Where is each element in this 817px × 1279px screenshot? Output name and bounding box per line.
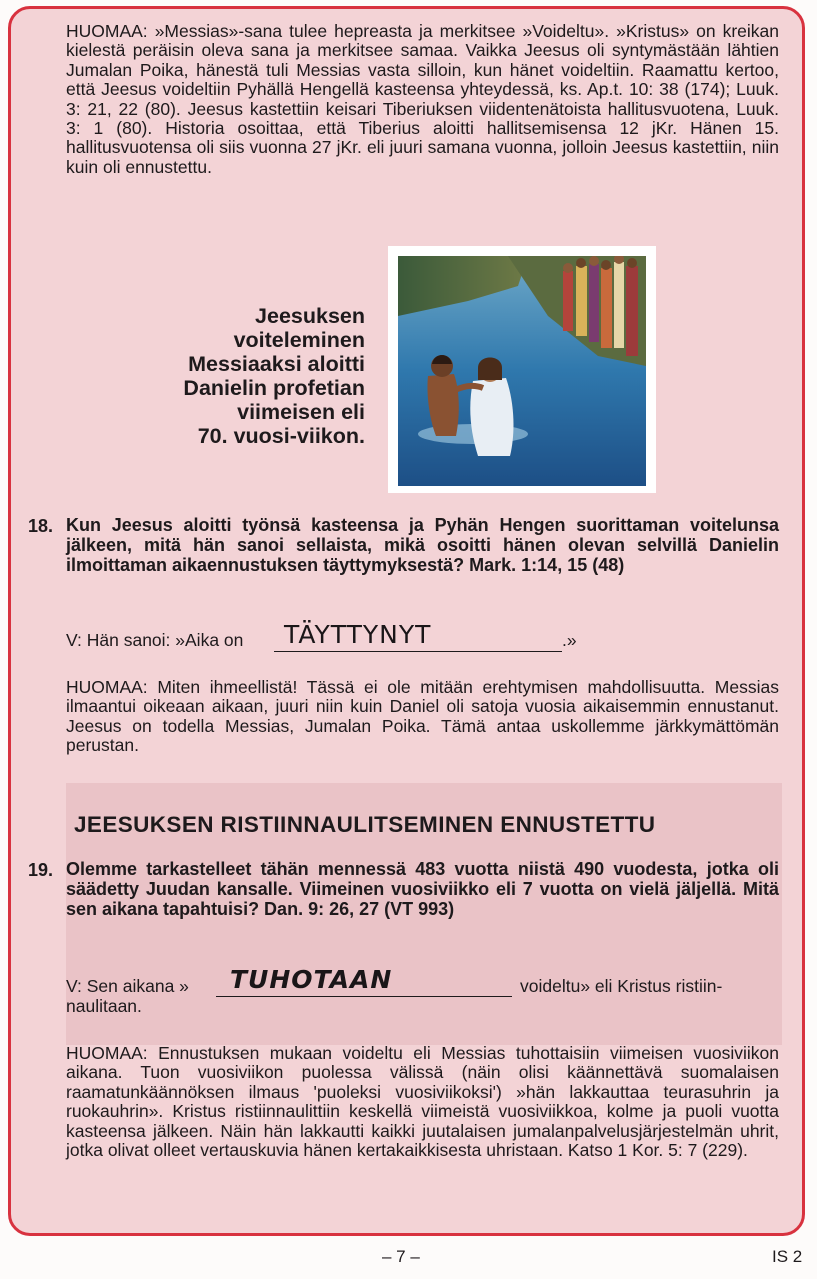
question-18: Kun Jeesus aloitti työnsä kasteensa ja Pyhän Hengen suorittaman voitelunsa jälkeen, mitä hän sanoi sellaista, mikä osoitti hänen olevan selvillä Danielin ilmoittaman aikaennustuksen täyttymyksestä? Mark. 1:14, 15 (48) [66, 515, 779, 575]
caption-line: voiteleminen [233, 328, 365, 352]
page-number: – 7 – [382, 1247, 420, 1266]
question-number: 19. [28, 860, 54, 880]
caption-line: Danielin profetian [183, 376, 365, 400]
answer-19 [66, 976, 189, 997]
section-heading: JEESUKSEN RISTIINNAULITSEMINEN ENNUSTETTU [74, 812, 656, 837]
handwritten-answer: TÄYTTYNYT [284, 620, 432, 649]
question-19: Olemme tarkastelleet tähän mennessä 483 vuotta niistä 490 vuodesta, jotka oli säädetty Juudan kansalle. Viimeinen vuosiviikko eli 7 vuotta on vielä jäljellä. Mitä sen aikana tapahtuisi? Dan. 9: 26, 27 (VT 993) [66, 859, 779, 919]
caption-line: viimeisen eli [237, 400, 365, 424]
handwritten-answer: TUHOTAAN [230, 965, 393, 994]
answer-prefix: V: Sen aikana » [66, 976, 189, 996]
answer-blank[interactable] [216, 962, 512, 997]
baptism-picture [398, 256, 646, 486]
caption-line: Jeesuksen [255, 304, 365, 328]
answer-continuation: naulitaan. [66, 996, 142, 1016]
answer-18 [66, 630, 243, 651]
note-ennustus: HUOMAA: Ennustuksen mukaan voideltu eli Messias tuhottaisiin viimeisen vuosiviikon aikana. Tuon vuosiviikon puolessa välissä (näin olisi käännettävä suomalaisen raamatunkäännöksen ilmaus 'puoleksi vuosiviikoksi') »hän lakkauttaa teurasuhrin ja ruokauhrin». Kristus ristiinnaulittiin keskellä viimeistä vuosiviikkoa, kolme ja puoli vuotta kasteensa jälkeen. Näin hän lakkautti kaikki juutalaisen jumalanpalvelusjärjestelmän uhrit, jotka olivat olleet vertauskuvia hänen kertakaikkisesta uhristaan. Katso 1 Kor. 5: 7 (229). [66, 1043, 779, 1161]
image-caption [145, 304, 365, 448]
note-wonderful: HUOMAA: Miten ihmeellistä! Tässä ei ole mitään erehtymisen mahdollisuutta. Messias ilmaantui oikeaan aikaan, juuri niin kuin Daniel oli satoja vuosia aikaisemmin ennustanut. Jeesus on todella Messias, Jumalan Poika. Tämä antaa uskollemme järkkymättömän perustan. [66, 677, 779, 756]
answer-suffix: voideltu» eli Kristus ristiin- [520, 976, 723, 996]
caption-line: Messiaaksi aloitti [188, 352, 365, 376]
answer-suffix: .» [562, 630, 577, 650]
answer-blank[interactable] [274, 618, 562, 652]
answer-prefix: V: Hän sanoi: »Aika on [66, 630, 244, 650]
baptism-illustration [388, 246, 656, 493]
question-number: 18. [28, 516, 54, 536]
note-messias: HUOMAA: »Messias»-sana tulee hepreasta ja merkitsee »Voideltu». »Kristus» on kreikan kielestä peräisin oleva sana ja merkitsee samaa. Vaikka Jeesus oli syntymästään lähtien Jumalan Poika, hänestä tuli Messias vasta silloin, kun hänet voideltiin. Raamattu kertoo, että Jeesus voideltiin Pyhällä Hengellä kasteensa yhteydessä, ks. Ap.t. 10: 38 (174); Luuk. 3: 21, 22 (80). Jeesus kastettiin keisari Tiberiuksen viidentenätoista hallitusvuotena, Luuk. 3: 1 (80). Historia osoittaa, että Tiberius aloitti hallitsemisensa 12 jKr. Hänen 15. hallitusvuotensa oli siis vuonna 27 jKr. eli juuri samana vuonna, jolloin Jeesus kastettiin, niin kuin oli ennustettu. [66, 21, 779, 177]
publication-code: IS 2 [772, 1247, 803, 1266]
caption-line: 70. vuosi-viikon. [197, 424, 365, 448]
